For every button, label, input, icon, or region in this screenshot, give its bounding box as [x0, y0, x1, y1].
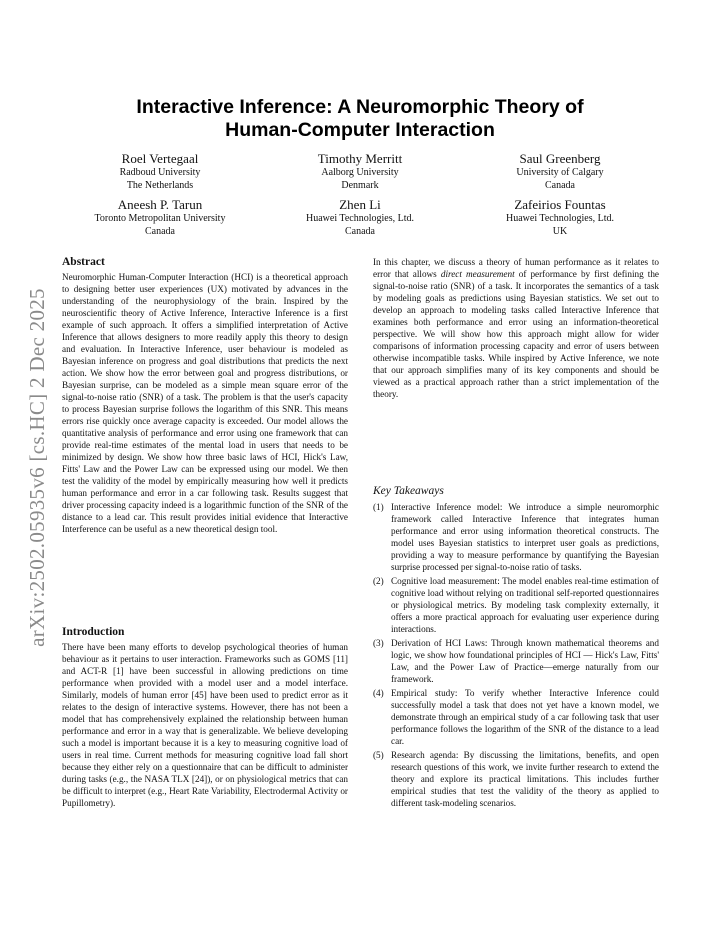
author-block: [60, 151, 660, 243]
chapter-intro-text-part: In this chapter, we discuss a theory of human performance as it relates to error that allows: [373, 257, 659, 279]
author: [460, 197, 660, 238]
author-name: Roel Vertegaal: [121, 151, 199, 166]
key-takeaways-section: [373, 484, 659, 811]
author-affiliation: Huawei Technologies, Ltd.: [306, 213, 414, 224]
author-country: The Netherlands: [126, 180, 194, 191]
list-item-text: Research agenda: By discussing the limitations, benefits, and open research questions of this work, we invite further research to extend the theory and explore its practical limitations. This includes further empirical studies that test the validity of the theory as applied to different task-modeling scenarios.: [391, 750, 659, 808]
list-item: [373, 575, 659, 635]
list-item: [373, 637, 659, 685]
author-affiliation: University of Calgary: [516, 167, 604, 178]
list-item-text: Interactive Inference model: We introduce a simple neuromorphic framework called Interactive Inference that integrates human performance and error using information theoretical constructs. The model uses Bayesian statistics to interpret user goals as predictions, providing a way to measure performance by quantifying the Bayesian surprise processed per signal-to-noise ratio of tasks.: [391, 502, 659, 572]
author-name: Aneesh P. Tarun: [117, 197, 203, 212]
list-item-number: (1): [373, 502, 384, 512]
paper-title: Interactive Inference: A Neuromorphic Theory of Human-Computer Interaction: [136, 96, 584, 141]
list-item-number: (3): [373, 638, 384, 648]
author-name: Saul Greenberg: [519, 151, 601, 166]
author-row-1: [60, 151, 660, 192]
list-item-number: (5): [373, 750, 384, 760]
author: [60, 151, 260, 192]
abstract-section: [62, 255, 348, 535]
list-item: [373, 501, 659, 573]
arxiv-identifier: [16, 262, 58, 672]
list-item-number: (4): [373, 688, 384, 698]
introduction-heading: Introduction: [62, 626, 125, 638]
key-takeaways-list: [373, 501, 659, 809]
author-country: Canada: [545, 180, 575, 191]
author-name: Zafeirios Fountas: [514, 197, 606, 212]
author-affiliation: Aalborg University: [321, 167, 399, 178]
author-affiliation: Radboud University: [119, 167, 201, 178]
author: [260, 197, 460, 238]
author-name: Timothy Merritt: [317, 151, 403, 166]
author-name: Zhen Li: [339, 197, 381, 212]
chapter-intro-section: [373, 256, 659, 400]
introduction-text: There have been many efforts to develop psychological theories of human behaviour as it pertains to user interaction. Frameworks such as GOMS [11] and ACT-R [1] have been successful in allowing predictions on time performance when provided with a model user and a model interface. Similarly, models of human error [45] have been used to predict error as it relates to the design of interactive systems. However, there has not been a model that has comprehensively explained the relationship between human performance and error in a way that is generalizable. We believe developing such a model is important because it is a key to measuring cognitive load of users in real time. Current methods for measuring cognitive load fall short because they either rely on a questionnaire that can be difficult to administer during tasks (e.g., the NASA TLX [24]), or on physiological metrics that can be difficult to interpret (e.g., Heart Rate Variability, Electrodermal Activity or Pupillometry).: [62, 642, 348, 808]
author-affiliation: Toronto Metropolitan University: [94, 213, 226, 224]
key-takeaways-heading: Key Takeaways: [373, 485, 444, 497]
abstract-text: Neuromorphic Human-Computer Interaction (HCI) is a theoretical approach to designing better user experiences (UX) motivated by advances in the understanding of the neurophysiology of the brain. Inspired by the neuroscientific theory of Active Inference, Interactive Inference is a first example of such approach. It offers a simplified interpretation of Active Inference that allows designers to more readily apply this theory to design and evaluation. In Interactive Inference, user behaviour is modeled as Bayesian inference on progress and goal distributions that predicts the next action. We show how the error between goal and progress distributions, or Bayesian surprise, can be modeled as a simple mean square error of the signal-to-noise ratio (SNR) of a task. The problem is that the user's capacity to process Bayesian surprise follows the logarithm of this SNR. This means errors rise quickly once average capacity is exceeded. Our model allows the quantitative analysis of performance and error using one framework that can provide real-time estimates of the mental load in users that needs to be minimized by design. We show how three basic laws of HCI, Hick's Law, Fitts' Law and the Power Law can be expressed using our model. We then test the validity of the model by empirically measuring how well it predicts human performance and error in a car following task. Results suggest that driver processing capacity indeed is a logarithmic function of the SNR of the distance to a lead car. This result provides initial evidence that Interactive Interference can be useful as a new theoretical design tool.: [62, 272, 348, 534]
author: [460, 151, 660, 192]
author-row-2: [60, 197, 660, 238]
list-item: [373, 749, 659, 809]
author-country: UK: [552, 226, 568, 237]
abstract-heading: Abstract: [62, 256, 105, 268]
author-affiliation: Huawei Technologies, Ltd.: [506, 213, 614, 224]
arxiv-identifier-text: arXiv:2502.05935v6 [cs.HC] 2 Dec 2025: [24, 287, 49, 647]
author-country: Canada: [345, 226, 375, 237]
chapter-intro-emphasis: direct measurement: [440, 269, 515, 279]
introduction-section: [62, 625, 348, 809]
author: [260, 151, 460, 192]
author: [60, 197, 260, 238]
chapter-intro-text-part: of performance by first defining the signal-to-noise ratio (SNR) of a task. It incorporates the semantics of a task by modeling goals as predictions using Bayesian statistics. We set out to develop an approach to modeling tasks called Interactive Inference that examines both performance and error using an information-theoretical perspective. We will show how this approach might allow for wider comparisons of information processing capacity and error of users between otherwise incompatible tasks. While inspired by Active Inference, we note that our approach simplifies many of its key components and should be viewed as a practical approach rather than a strict implementation of the theory.: [373, 269, 659, 399]
list-item-text: Derivation of HCI Laws: Through known mathematical theorems and logic, we show how foundational principles of HCI — Hick's Law, Fitts' Law, and the Power Law of Practice—emerge naturally from our framework.: [391, 638, 659, 684]
chapter-intro-text: [373, 256, 659, 400]
author-country: Denmark: [341, 180, 379, 191]
list-item: [373, 687, 659, 747]
author-country: Canada: [145, 226, 175, 237]
list-item-number: (2): [373, 576, 384, 586]
list-item-text: Cognitive load measurement: The model enables real-time estimation of cognitive load without relying on traditional self-reported questionnaires or physiological metrics. By modeling task complexity externally, it offers a more practical approach for evaluating user experience during interactions.: [391, 576, 659, 634]
list-item-text: Empirical study: To verify whether Interactive Inference could successfully model a task that does not yet have a known model, we demonstrate through an empirical study of a car following task that user performance follows the logarithm of the SNR of the distance to a lead car.: [391, 688, 659, 746]
